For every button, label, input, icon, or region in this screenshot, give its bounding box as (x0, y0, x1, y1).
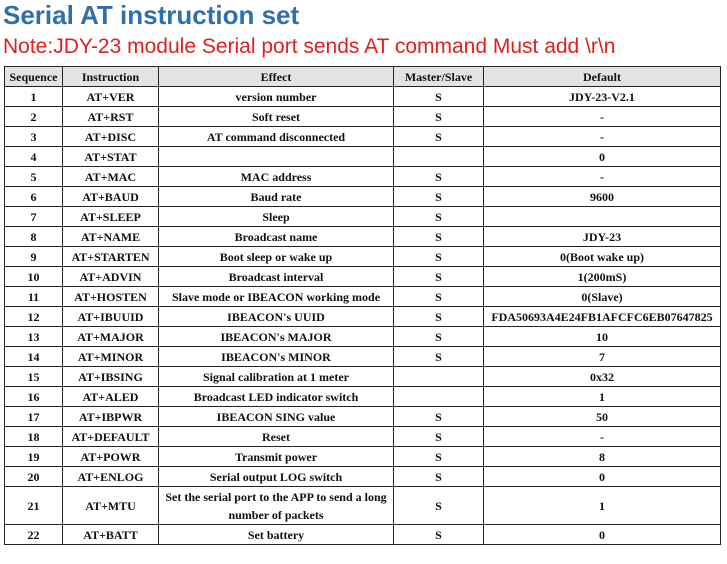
table-row (5, 287, 721, 307)
cell-master-slave: S (394, 267, 484, 287)
cell-instruction: AT+RST (63, 107, 159, 127)
cell-master-slave: S (394, 227, 484, 247)
cell-effect: Transmit power (159, 447, 394, 467)
cell-instruction: AT+POWR (63, 447, 159, 467)
cell-effect: Slave mode or IBEACON working mode (159, 287, 394, 307)
header-instruction: Instruction (63, 67, 159, 87)
cell-instruction: AT+IBPWR (63, 407, 159, 427)
header-default: Default (484, 67, 721, 87)
cell-sequence: 14 (5, 347, 63, 367)
cell-master-slave: S (394, 525, 484, 545)
cell-instruction: AT+VER (63, 87, 159, 107)
cell-master-slave (394, 147, 484, 167)
cell-effect (159, 147, 394, 167)
cell-instruction: AT+MAJOR (63, 327, 159, 347)
cell-effect: version number (159, 87, 394, 107)
cell-default: 0x32 (484, 367, 721, 387)
cell-effect: Set battery (159, 525, 394, 545)
cell-instruction: AT+SLEEP (63, 207, 159, 227)
cell-default: JDY-23-V2.1 (484, 87, 721, 107)
table-body (5, 87, 721, 545)
cell-master-slave: S (394, 87, 484, 107)
cell-sequence: 4 (5, 147, 63, 167)
cell-sequence: 22 (5, 525, 63, 545)
cell-sequence: 15 (5, 367, 63, 387)
cell-master-slave: S (394, 187, 484, 207)
cell-instruction: AT+IBSING (63, 367, 159, 387)
table-row (5, 107, 721, 127)
table-row (5, 387, 721, 407)
cell-sequence: 21 (5, 487, 63, 525)
cell-default: JDY-23 (484, 227, 721, 247)
cell-default: - (484, 427, 721, 447)
cell-instruction: AT+MINOR (63, 347, 159, 367)
cell-sequence: 17 (5, 407, 63, 427)
cell-sequence: 5 (5, 167, 63, 187)
at-instruction-table (4, 66, 721, 545)
cell-sequence: 16 (5, 387, 63, 407)
cell-instruction: AT+MTU (63, 487, 159, 525)
cell-master-slave: S (394, 327, 484, 347)
table-row (5, 327, 721, 347)
cell-default: 0 (484, 147, 721, 167)
table-row (5, 147, 721, 167)
table-row (5, 367, 721, 387)
table-row (5, 347, 721, 367)
cell-instruction: AT+BATT (63, 525, 159, 545)
cell-effect: IBEACON's UUID (159, 307, 394, 327)
cell-effect: Soft reset (159, 107, 394, 127)
cell-effect: IBEACON SING value (159, 407, 394, 427)
cell-instruction: AT+STAT (63, 147, 159, 167)
table-row (5, 447, 721, 467)
cell-effect: Reset (159, 427, 394, 447)
cell-master-slave (394, 367, 484, 387)
cell-master-slave: S (394, 127, 484, 147)
cell-master-slave (394, 387, 484, 407)
cell-instruction: AT+ENLOG (63, 467, 159, 487)
cell-effect: IBEACON's MINOR (159, 347, 394, 367)
cell-sequence: 3 (5, 127, 63, 147)
cell-master-slave: S (394, 407, 484, 427)
cell-effect: Broadcast name (159, 227, 394, 247)
cell-effect: MAC address (159, 167, 394, 187)
cell-master-slave: S (394, 207, 484, 227)
cell-sequence: 13 (5, 327, 63, 347)
cell-default: - (484, 167, 721, 187)
table-row (5, 427, 721, 447)
cell-sequence: 6 (5, 187, 63, 207)
cell-effect: AT command disconnected (159, 127, 394, 147)
cell-effect: Baud rate (159, 187, 394, 207)
cell-master-slave: S (394, 487, 484, 525)
cell-default: 0 (484, 467, 721, 487)
cell-default: 0 (484, 525, 721, 545)
cell-instruction: AT+DEFAULT (63, 427, 159, 447)
cell-master-slave: S (394, 107, 484, 127)
cell-default: 8 (484, 447, 721, 467)
table-row (5, 467, 721, 487)
cell-sequence: 8 (5, 227, 63, 247)
table-header-row (5, 67, 721, 87)
cell-default: - (484, 107, 721, 127)
cell-sequence: 11 (5, 287, 63, 307)
table-row (5, 187, 721, 207)
header-effect: Effect (159, 67, 394, 87)
cell-sequence: 12 (5, 307, 63, 327)
cell-sequence: 9 (5, 247, 63, 267)
table-row (5, 227, 721, 247)
cell-master-slave: S (394, 347, 484, 367)
cell-default (484, 207, 721, 227)
cell-master-slave: S (394, 467, 484, 487)
table-row (5, 87, 721, 107)
cell-instruction: AT+ALED (63, 387, 159, 407)
cell-default: - (484, 127, 721, 147)
cell-instruction: AT+HOSTEN (63, 287, 159, 307)
cell-instruction: AT+MAC (63, 167, 159, 187)
cell-master-slave: S (394, 447, 484, 467)
header-master-slave: Master/Slave (394, 67, 484, 87)
cell-effect: Set the serial port to the APP to send a long number of packets (159, 487, 394, 525)
cell-effect: Broadcast interval (159, 267, 394, 287)
cell-instruction: AT+NAME (63, 227, 159, 247)
table-row (5, 307, 721, 327)
cell-sequence: 20 (5, 467, 63, 487)
table-row (5, 127, 721, 147)
cell-effect: IBEACON's MAJOR (159, 327, 394, 347)
cell-effect: Boot sleep or wake up (159, 247, 394, 267)
cell-default: 10 (484, 327, 721, 347)
cell-default: 1 (484, 387, 721, 407)
cell-sequence: 7 (5, 207, 63, 227)
cell-sequence: 2 (5, 107, 63, 127)
cell-effect: Signal calibration at 1 meter (159, 367, 394, 387)
cell-sequence: 18 (5, 427, 63, 447)
cell-default: 1(200mS) (484, 267, 721, 287)
cell-effect: Serial output LOG switch (159, 467, 394, 487)
cell-master-slave: S (394, 247, 484, 267)
cell-sequence: 10 (5, 267, 63, 287)
note-text: Note:JDY-23 module Serial port sends AT command Must add \r\n (3, 35, 616, 58)
cell-instruction: AT+STARTEN (63, 247, 159, 267)
cell-default: 7 (484, 347, 721, 367)
cell-effect: Broadcast LED indicator switch (159, 387, 394, 407)
cell-instruction: AT+IBUUID (63, 307, 159, 327)
cell-sequence: 1 (5, 87, 63, 107)
cell-default: 0(Boot wake up) (484, 247, 721, 267)
page-title: Serial AT instruction set (3, 0, 300, 30)
table-row (5, 167, 721, 187)
cell-sequence: 19 (5, 447, 63, 467)
cell-effect: Sleep (159, 207, 394, 227)
table-row (5, 487, 721, 525)
cell-master-slave: S (394, 287, 484, 307)
cell-default: 1 (484, 487, 721, 525)
cell-instruction: AT+DISC (63, 127, 159, 147)
cell-instruction: AT+ADVIN (63, 267, 159, 287)
table-row (5, 525, 721, 545)
cell-master-slave: S (394, 307, 484, 327)
cell-master-slave: S (394, 427, 484, 447)
cell-default: 50 (484, 407, 721, 427)
cell-master-slave: S (394, 167, 484, 187)
cell-default: 0(Slave) (484, 287, 721, 307)
table-row (5, 267, 721, 287)
table-row (5, 247, 721, 267)
table-row (5, 207, 721, 227)
cell-instruction: AT+BAUD (63, 187, 159, 207)
cell-default: FDA50693A4E24FB1AFCFC6EB07647825 (484, 307, 721, 327)
cell-default: 9600 (484, 187, 721, 207)
header-sequence: Sequence (5, 67, 63, 87)
table-row (5, 407, 721, 427)
